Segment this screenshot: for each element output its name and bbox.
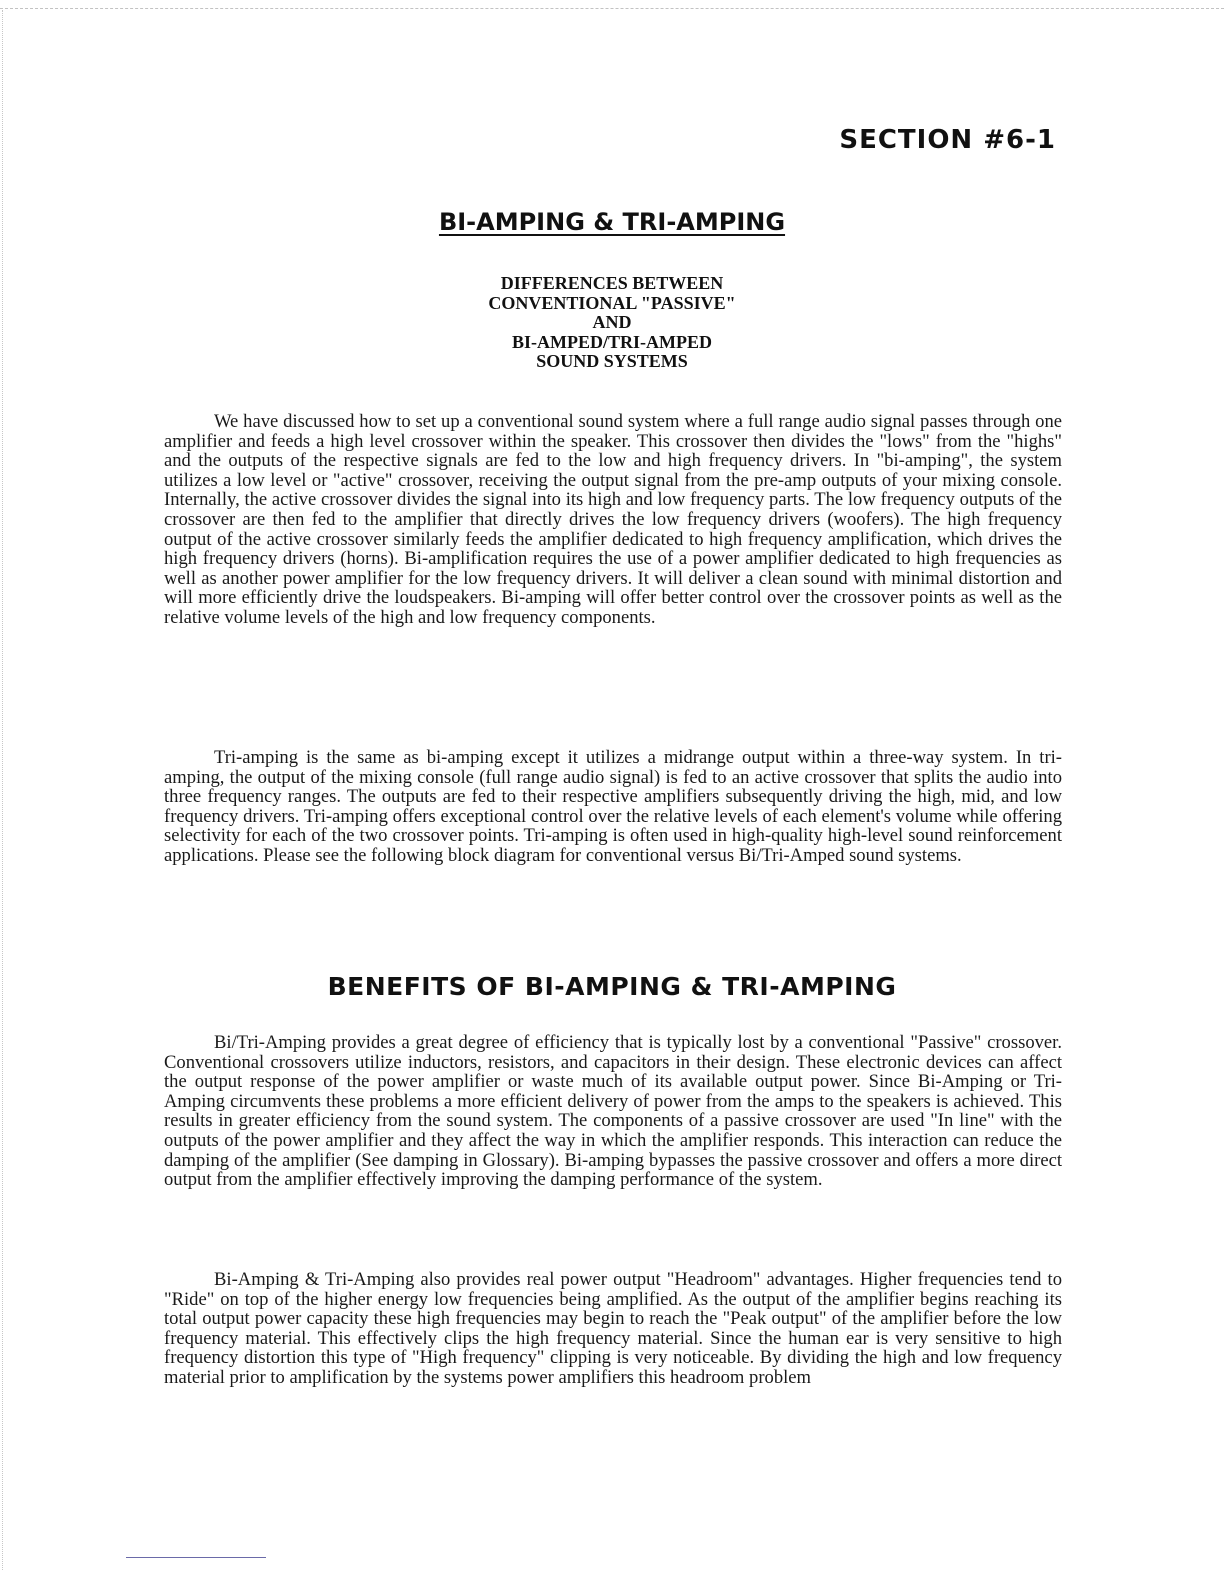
scan-edge-left [2, 10, 3, 1570]
subtitle-line: BI-AMPED/TRI-AMPED [512, 331, 712, 352]
subtitle-line: SOUND SYSTEMS [536, 351, 688, 371]
subtitle-line: DIFFERENCES BETWEEN [500, 273, 724, 293]
paragraph-efficiency: Bi/Tri-Amping provides a great degree of efficiency that is typically lost by a conventional "Passive" crossover. Conventional crossovers utilize inductors, resistors, and capacitors in their design. These electronic devices can affect the output response of the power amplifier or waste much of its available output power. Since Bi-Amping or Tri-Amping circumvents these problems a more efficient delivery of power from the amps to the speakers is achieved. This results in greater efficiency from the sound system. The components of a passive crossover are used "In line" with the outputs of the power amplifier and they affect the way in which the amplifier responds. This interaction can reduce the damping of the amplifier (See damping in Glossary). Bi-amping bypasses the passive crossover and offers a more direct output from the amplifier effectively improving the damping performance of the system. [164, 1032, 1062, 1191]
paragraph-bi-amping: We have discussed how to set up a conventional sound system where a full range audio signal passes through one amplifier and feeds a high level crossover within the speaker. This crossover then divides the "lows" from the "highs" and the outputs of the respective signals are fed to the low and high frequency drivers. In "bi-amping", the system utilizes a low level or "active" crossover, receiving the output signal from the pre-amp outputs of your mixing console. Internally, the active crossover divides the signal into its high and low frequency parts. The low frequency outputs of the crossover are then fed to the amplifier that directly drives the low frequency drivers (woofers). The high frequency output of the active crossover similarly feeds the amplifier dedicated to high frequency amplification, which drives the high frequency drivers (horns). Bi-amplification requires the use of a power amplifier dedicated to high frequencies as well as another power amplifier for the low frequency drivers. It will deliver a clean sound with minimal distortion and will more efficiently drive the loudspeakers. Bi-amping will offer better control over the crossover points as well as the relative volume levels of the high and low frequency components. [164, 411, 1062, 628]
paragraph-headroom: Bi-Amping & Tri-Amping also provides real power output "Headroom" advantages. Higher frequencies tend to "Ride" on top of the higher energy low frequencies being amplified. As the output of the amplifier begins reaching its total output power capacity these high frequencies may begin to reach the "Peak output" of the amplifier before the low frequency material. This effectively clips the high frequency material. Since the human ear is very sensitive to high frequency distortion this type of "High frequency" clipping is very noticeable. By dividing the high and low frequency material prior to amplification by the systems power amplifiers this headroom problem [164, 1269, 1062, 1388]
section-label: SECTION #6-1 [839, 125, 1056, 155]
page-title [0, 208, 1224, 236]
benefits-heading: BENEFITS OF BI-AMPING & TRI-AMPING [327, 972, 897, 1001]
subtitle-line: CONVENTIONAL "PASSIVE" [488, 292, 736, 313]
subtitle-block [0, 274, 1224, 372]
footer-rule [126, 1557, 266, 1558]
scan-edge-top [0, 8, 1224, 9]
paragraph-tri-amping: Tri-amping is the same as bi-amping except it utilizes a midrange output within a three-way system. In tri-amping, the output of the mixing console (full range audio signal) is fed to an active crossover that splits the audio into three frequency ranges. The outputs are fed to their respective amplifiers subsequently driving the high, mid, and low frequency drivers. Tri-amping offers exceptional control over the relative levels of each element's volume while offering selectivity for each of the two crossover points. Tri-amping is often used in high-quality high-level sound reinforcement applications. Please see the following block diagram for conventional versus Bi/Tri-Amped sound systems. [164, 747, 1062, 866]
subtitle-line: AND [592, 312, 632, 332]
page-title-text: BI-AMPING & TRI-AMPING [438, 208, 786, 236]
